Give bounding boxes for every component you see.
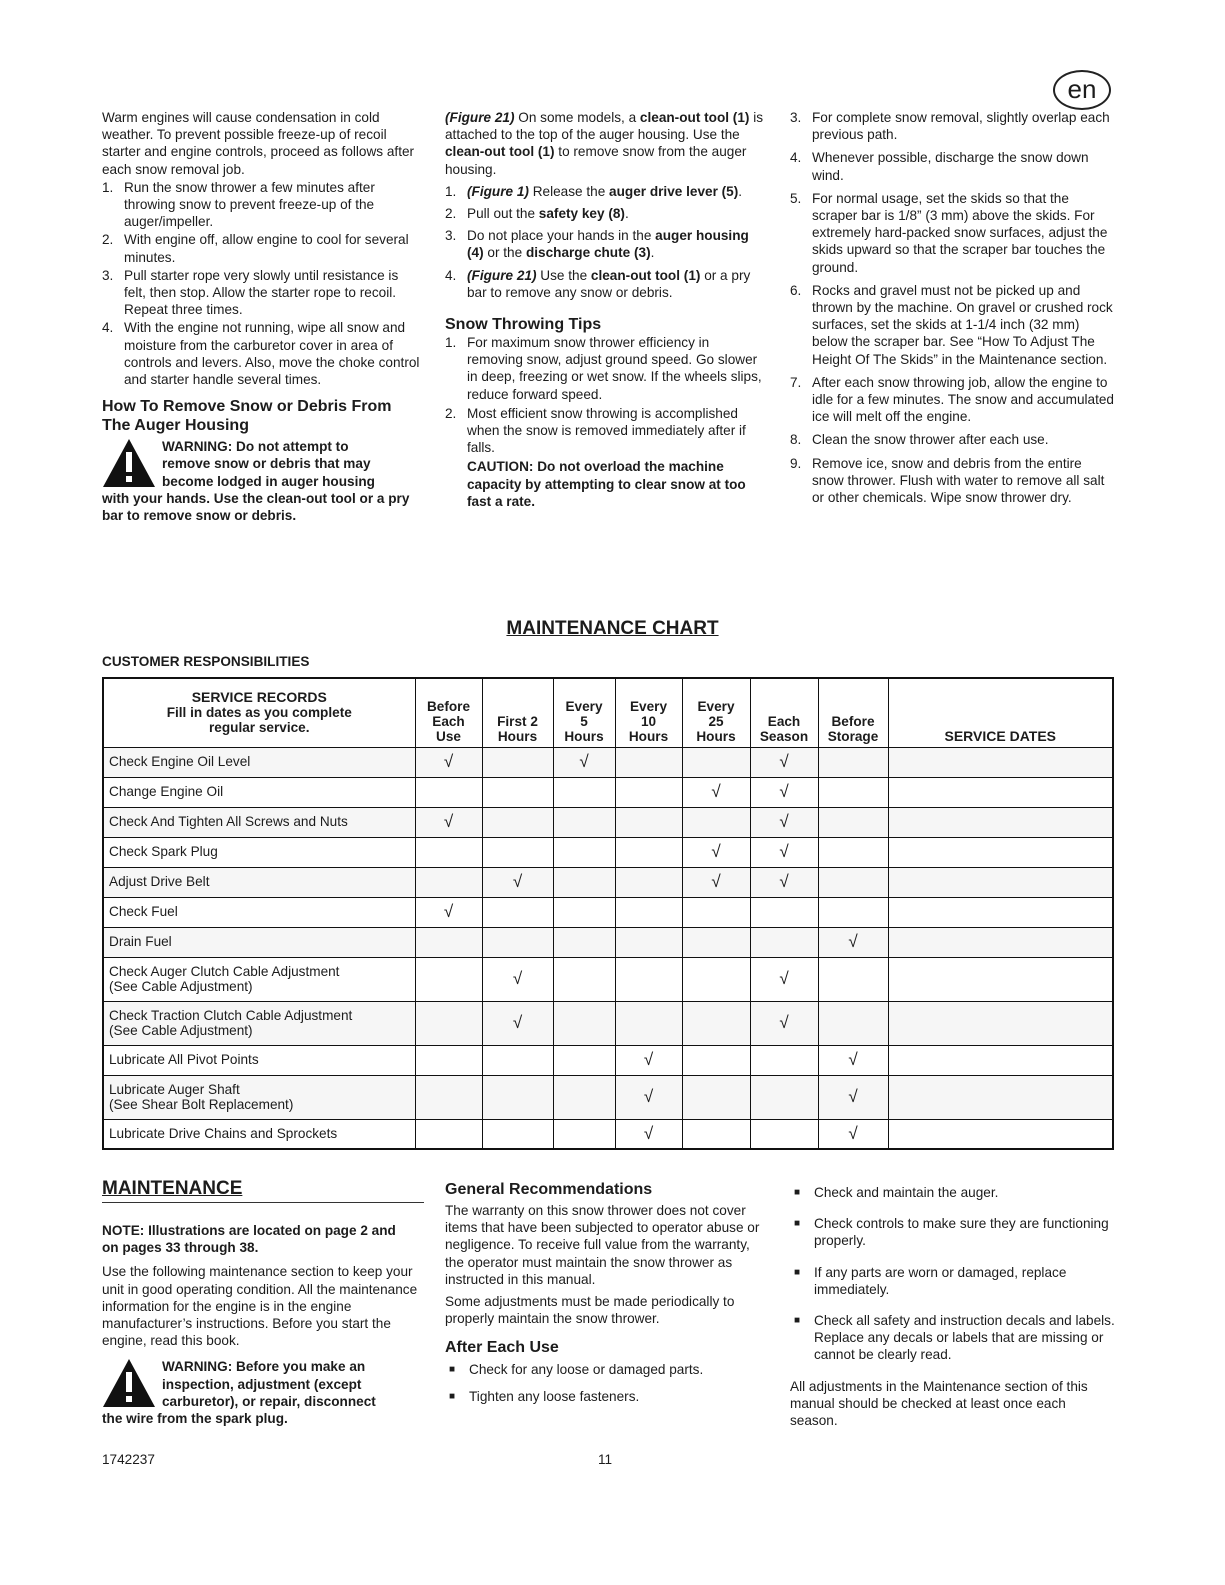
list-item [790,374,1115,426]
interval-header-line: Use [436,728,461,744]
tips-continued [790,109,1115,506]
maintenance-heading: MAINTENANCE [102,1178,424,1203]
empty-cell [553,837,615,867]
warning-line: carburetor), or repair, disconnect [162,1393,376,1409]
list-item [790,455,1115,507]
task-line: Lubricate Drive Chains and Sprockets [109,1126,338,1141]
service-date-cell[interactable] [888,897,1113,927]
empty-cell [615,777,682,807]
empty-cell [750,897,818,927]
general-paragraph: Some adjustments must be made periodically to properly maintain the snow thrower. [445,1294,735,1327]
list-item [102,231,420,265]
check-mark-cell: √ [818,1045,888,1075]
list-number: 2. [445,405,457,421]
remove-snow-heading: How To Remove Snow or Debris From The Auger Housing [102,398,392,435]
list-text: Remove ice, snow and debris from the entire snow thrower. Flush with water to remove all salt or other chemicals. Wipe snow thrower dry. [812,455,1105,506]
empty-cell [818,957,888,1001]
check-mark-cell: √ [615,1119,682,1149]
interval-header-line: 25 [708,713,724,729]
table-row [103,837,1113,867]
interval-header-line: Every [629,698,668,714]
list-number: 1. [102,179,114,195]
table-row [103,1119,1113,1149]
empty-cell [415,1045,482,1075]
empty-cell [415,1119,482,1149]
service-date-cell[interactable] [888,927,1113,957]
task-line: Lubricate Auger Shaft [109,1081,240,1097]
list-item: 4. (Figure 21) Use the clean-out tool (1) or a pry bar to remove any snow or debris. [445,267,751,300]
list-text: Most efficient snow throwing is accomplished when the snow is removed immediately after if falls. [467,405,746,456]
check-mark-cell: √ [750,807,818,837]
caution-text: CAUTION: Do not overload the machine capacity by attempting to clear snow at too fast a rate. [467,459,746,509]
warning-line: inspection, adjustment (except [162,1376,362,1392]
table-row [103,957,1113,1001]
check-mark-cell: √ [415,897,482,927]
empty-cell [615,927,682,957]
check-mark-cell: √ [615,1045,682,1075]
task-line: Lubricate All Pivot Points [109,1052,259,1068]
empty-cell [615,747,682,777]
empty-cell [818,1001,888,1045]
list-text: Check all safety and instruction decals and labels. Replace any decals or labels that are missing or cannot be clearly read. [814,1313,1115,1363]
service-date-cell[interactable] [888,1075,1113,1119]
empty-cell [818,747,888,777]
task-line: Adjust Drive Belt [109,874,210,890]
empty-cell [682,1001,750,1045]
interval-header [615,678,682,747]
empty-cell [482,897,553,927]
interval-header-line: First 2 [497,713,538,729]
service-records-header: SERVICE RECORDS Fill in dates as you complete regular service. [103,678,415,747]
list-item: 2. Pull out the safety key (8). [445,206,629,222]
check-mark-cell: √ [682,777,750,807]
task-cell [103,1075,415,1119]
table-row [103,1045,1113,1075]
empty-cell [415,837,482,867]
warning-tail: with your hands. Use the clean-out tool or a pry bar to remove snow or debris. [102,490,410,524]
check-mark-cell: √ [750,957,818,1001]
check-mark-cell: √ [750,837,818,867]
list-text: With engine off, allow engine to cool for several minutes. [124,232,409,265]
task-line: (See Cable Adjustment) [109,1023,253,1038]
task-cell [103,897,415,927]
interval-header-line: Before [426,698,471,714]
list-number: 4. [790,150,802,166]
list-number: 5. [790,190,802,206]
list-item [790,282,1115,368]
check-mark-cell: √ [750,747,818,777]
maintenance-chart [102,677,1114,1150]
task-cell [103,777,415,807]
task-line: Check Engine Oil Level [109,754,251,770]
interval-header-line: Season [759,728,809,744]
interval-header-line: Every [697,698,735,714]
empty-cell [415,867,482,897]
column-1 [102,109,420,524]
square-bullet-icon: ■ [794,1218,801,1230]
intro-paragraph: Warm engines will cause condensation in cold weather. To prevent possible freeze-up of recoil starter and engine controls, proceed as follows after each snow removal job. [102,110,415,177]
list-text: For normal usage, set the skids so that the scraper bar is 1/8” (3 mm) above the skids. For extremely hard-packed snow surfaces, adjust the skids upward so that the scraper bar touches the ground. [812,190,1108,275]
list-text: Pull starter rope very slowly until resistance is felt, then stop. Allow the starter rope to recoil. Repeat three times. [124,267,399,318]
empty-cell [415,777,482,807]
list-number: 2. [102,232,114,248]
empty-cell [750,927,818,957]
warning-triangle-icon [102,438,156,488]
empty-cell [682,957,750,1001]
service-date-cell[interactable] [888,1001,1113,1045]
after-each-use-heading: After Each Use [445,1339,559,1357]
interval-header [482,678,553,747]
list-item [790,149,1115,183]
after-each-use-list [445,1361,767,1404]
task-line: Check Auger Clutch Cable Adjustment [109,963,340,979]
check-mark-cell: √ [482,867,553,897]
empty-cell [482,1119,553,1149]
empty-cell [682,1045,750,1075]
task-cell [103,747,415,777]
column-2 [445,109,765,510]
task-line: Check Fuel [109,904,178,920]
check-mark-cell: √ [818,927,888,957]
check-mark-cell: √ [682,867,750,897]
interval-header-line: 10 [640,713,657,729]
empty-cell [818,837,888,867]
task-line: Drain Fuel [109,934,172,950]
interval-header-line: Hours [696,728,736,744]
empty-cell [553,867,615,897]
list-item [790,1312,1115,1364]
tips-heading: Snow Throwing Tips [445,316,602,334]
cleanout-intro: (Figure 21) On some models, a clean-out tool (1) is attached to the top of the auger housing. Use the clean-out tool (1) to remove snow from the auger housing. [445,110,764,177]
warning-line: become lodged in auger housing [162,473,375,489]
table-row [103,867,1113,897]
task-line: Check Traction Clutch Cable Adjustment [109,1007,353,1023]
list-item: 1. (Figure 1) Release the auger drive lever (5). [445,183,743,199]
square-bullet-icon: ■ [449,1390,456,1402]
list-text: For complete snow removal, slightly overlap each previous path. [812,110,1110,143]
page-number: 11 [597,1452,613,1467]
empty-cell [553,927,615,957]
table-row [103,897,1113,927]
customer-responsibilities: CUSTOMER RESPONSIBILITIES [102,654,310,669]
table-row [103,807,1113,837]
empty-cell [415,957,482,1001]
check-mark-cell: √ [750,777,818,807]
check-mark-cell: √ [482,957,553,1001]
warning-tail: the wire from the spark plug. [102,1411,288,1427]
maintenance-body: Use the following maintenance section to keep your unit in good operating condition. All the maintenance information for the engine is in the engine manufacturer’s instructions. Before you start the engine, read this book. [102,1264,418,1349]
interval-header-line: Before [831,713,875,729]
empty-cell [818,867,888,897]
interval-header-line: Hours [497,728,538,744]
column-3 [790,109,1115,512]
empty-cell [615,897,682,927]
empty-cell [415,927,482,957]
empty-cell [553,897,615,927]
list-text: After each snow throwing job, allow the engine to idle for a few minutes. The snow and accumulated ice will melt off the engine. [812,374,1114,425]
empty-cell [682,927,750,957]
table-row [103,1075,1113,1119]
service-date-cell[interactable] [888,957,1113,1001]
list-number: 6. [790,282,802,298]
illustrations-note: NOTE: Illustrations are located on page 2 and on pages 33 through 38. [102,1223,396,1256]
list-number: 9. [790,455,802,471]
cleanout-steps [445,183,765,301]
empty-cell [750,1119,818,1149]
list-item [445,1361,767,1378]
list-number: 7. [790,374,802,390]
empty-cell [482,837,553,867]
warning-line: WARNING: Do not attempt to [162,439,349,455]
check-mark-cell: √ [553,747,615,777]
list-text: Run the snow thrower a few minutes after throwing snow to prevent freeze-up of the auger/impeller. [124,179,375,230]
empty-cell [553,777,615,807]
service-date-cell[interactable] [888,807,1113,837]
interval-header-line: 5 [580,713,588,729]
empty-cell [750,1075,818,1119]
list-text: Check for any loose or damaged parts. [469,1362,704,1378]
empty-cell [482,1075,553,1119]
general-paragraph: The warranty on this snow thrower does not cover items that have been subjected to operator abuse or negligence. To receive full value from the warranty, the operator must maintain the snow thrower as instructed in this manual. [445,1203,760,1287]
empty-cell [818,897,888,927]
empty-cell [682,807,750,837]
interval-header [818,678,888,747]
task-cell [103,957,415,1001]
empty-cell [750,1045,818,1075]
task-cell [103,927,415,957]
empty-cell [415,1001,482,1045]
list-item [102,319,420,388]
empty-cell [615,867,682,897]
task-line: Check And Tighten All Screws and Nuts [109,814,348,830]
interval-header-line: Storage [827,728,879,744]
square-bullet-icon: ■ [794,1315,801,1327]
task-line: Check Spark Plug [109,844,218,860]
list-item [445,334,765,403]
task-cell [103,837,415,867]
auger-warning [102,438,420,524]
interval-header [682,678,750,747]
empty-cell [553,807,615,837]
list-number: 3. [102,267,114,283]
freeze-up-steps [102,179,420,388]
list-item [790,1264,1115,1298]
task-cell [103,867,415,897]
empty-cell [482,927,553,957]
list-item [790,190,1115,276]
list-text: Check controls to make sure they are functioning properly. [814,1216,1109,1249]
list-item [790,431,1115,448]
table-row [103,927,1113,957]
maintenance-checklist [790,1184,1115,1364]
closing-paragraph: All adjustments in the Maintenance section of this manual should be checked at least once each season. [790,1378,1088,1429]
empty-cell [553,1045,615,1075]
interval-header [750,678,818,747]
check-mark-cell: √ [750,1001,818,1045]
empty-cell [682,1075,750,1119]
table-row [103,1001,1113,1045]
task-line: (See Shear Bolt Replacement) [109,1097,294,1112]
service-date-cell[interactable] [888,837,1113,867]
list-text: Clean the snow thrower after each use. [812,432,1049,448]
empty-cell [682,747,750,777]
square-bullet-icon: ■ [794,1187,801,1198]
check-mark-cell: √ [415,747,482,777]
square-bullet-icon: ■ [794,1266,801,1278]
empty-cell [615,957,682,1001]
service-date-cell[interactable] [888,1045,1113,1075]
table-row [103,777,1113,807]
maintenance-chart-title: MAINTENANCE CHART [506,618,719,639]
list-text: If any parts are worn or damaged, replace immediately. [814,1264,1067,1297]
service-date-cell[interactable] [888,777,1113,807]
check-mark-cell: √ [750,867,818,897]
empty-cell [482,1045,553,1075]
empty-cell [482,747,553,777]
empty-cell [615,807,682,837]
list-text: Tighten any loose fasteners. [469,1388,640,1404]
maintenance-column [102,1222,420,1427]
task-line: (See Cable Adjustment) [109,979,253,994]
list-text: With the engine not running, wipe all snow and moisture from the carburetor cover in area of controls and levers. Also, move the choke control and starter handle several times. [124,320,420,388]
empty-cell [682,897,750,927]
language-badge: en [1053,70,1111,110]
list-number: 1. [445,335,457,351]
empty-cell [818,807,888,837]
empty-cell [482,807,553,837]
interval-header [415,678,482,747]
empty-cell [615,837,682,867]
warning-line: WARNING: Before you make an [162,1359,366,1375]
task-cell [103,1119,415,1149]
service-date-cell[interactable] [888,1119,1113,1149]
table-row [103,747,1113,777]
empty-cell [615,1001,682,1045]
interval-header-line: Every [565,698,603,714]
general-column [445,1180,767,1414]
list-item [102,267,420,319]
warning-line: remove snow or debris that may [162,456,371,472]
interval-header-line: Each [767,713,801,729]
square-bullet-icon: ■ [449,1364,456,1376]
interval-header [553,678,615,747]
document-number: 1742237 [102,1452,155,1467]
check-mark-cell: √ [818,1075,888,1119]
interval-header-line: Each [432,713,465,729]
interval-header-line: Hours [628,728,669,744]
empty-cell [553,1119,615,1149]
check-mark-cell: √ [682,837,750,867]
list-item [790,1215,1115,1249]
service-dates-header: SERVICE DATES [888,678,1113,747]
service-date-cell[interactable] [888,747,1113,777]
list-text: Whenever possible, discharge the snow down wind. [812,150,1089,183]
list-item [445,405,765,457]
list-text: Rocks and gravel must not be picked up and thrown by the machine. On gravel or crushed rock surfaces, set the skids at 1-1/4 inch (32 mm) below the scraper bar. See “How To Adjust The Height Of The Skids” in the Maintenance section. [812,282,1113,367]
empty-cell [553,1075,615,1119]
task-cell [103,1001,415,1045]
warning-triangle-icon [102,1358,156,1408]
list-item: 3. Do not place your hands in the auger housing (4) or the discharge chute (3). [445,228,749,261]
task-line: Change Engine Oil [109,784,224,800]
list-text: For maximum snow thrower efficiency in removing snow, adjust ground speed. Go slower in deep, freezing or wet snow. If the wheels slips, reduce forward speed. [467,335,762,402]
general-recommendations-heading: General Recommendations [445,1181,653,1198]
empty-cell [553,957,615,1001]
list-item [790,1184,1115,1201]
service-date-cell[interactable] [888,867,1113,897]
spark-plug-warning [102,1358,420,1427]
empty-cell [553,1001,615,1045]
checklist-column [790,1184,1115,1429]
list-number: 3. [790,110,802,125]
task-cell [103,1045,415,1075]
list-number: 8. [790,432,802,448]
empty-cell [482,777,553,807]
interval-header-line: Hours [564,728,604,744]
list-item [102,179,420,231]
empty-cell [682,1119,750,1149]
list-item [445,1388,767,1405]
check-mark-cell: √ [615,1075,682,1119]
list-text: Check and maintain the auger. [814,1185,999,1200]
check-mark-cell: √ [415,807,482,837]
check-mark-cell: √ [818,1119,888,1149]
check-mark-cell: √ [482,1001,553,1045]
task-cell [103,807,415,837]
empty-cell [415,1075,482,1119]
list-number: 4. [102,320,114,336]
list-item [790,109,1115,143]
tips-list [445,334,765,456]
empty-cell [818,777,888,807]
